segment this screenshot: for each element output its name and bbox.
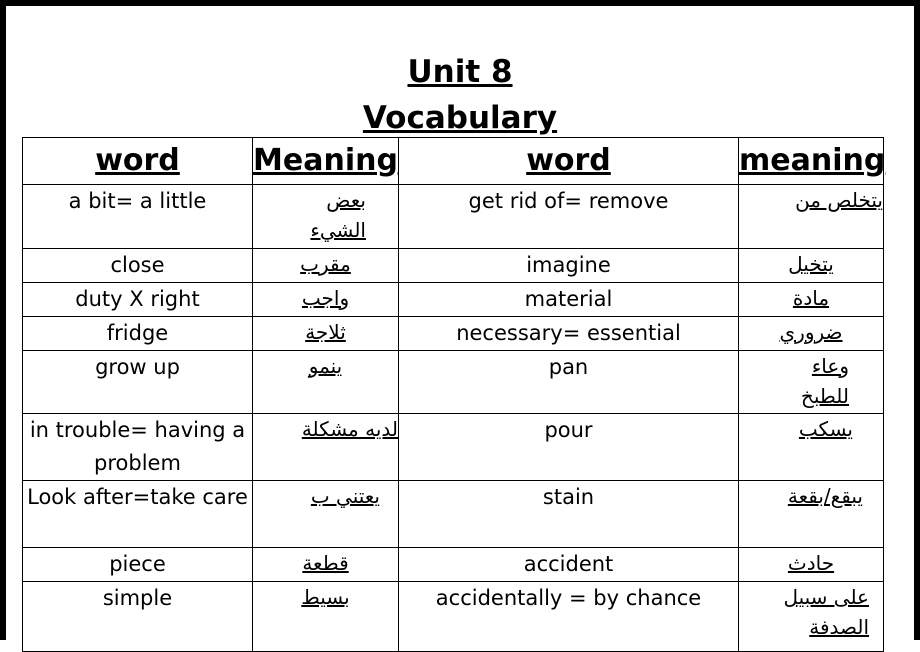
meaning-cell: بسيط [253,582,399,652]
header-meaning-2: meaning [739,138,884,185]
meaning-cell: على سبيل الصدفة [739,582,884,652]
table-row [23,185,884,249]
vocabulary-title: Vocabulary [362,100,558,136]
meaning-cell: ضروري [739,317,884,351]
word-cell: accidentally = by chance [399,582,739,652]
header-word-1: word [23,138,253,185]
word-cell: grow up [23,351,253,414]
word-cell: pour [399,414,739,481]
word-cell: a bit= a little [23,185,253,249]
word-cell: close [23,249,253,283]
word-cell: fridge [23,317,253,351]
word-cell: duty X right [23,283,253,317]
word-cell: get rid of= remove [399,185,739,249]
meaning-cell: مقرب [253,249,399,283]
word-cell: material [399,283,739,317]
table-row [23,414,884,481]
meaning-cell: يتخلص من [739,185,884,249]
word-cell: Look after=take care [23,481,253,548]
word-cell: pan [399,351,739,414]
table-row [23,249,884,283]
meaning-cell: حادث [739,548,884,582]
meaning-cell: يعتني ب [253,481,399,548]
meaning-cell: يتخيل [739,249,884,283]
header-meaning-1: Meaning [253,138,399,185]
word-cell: accident [399,548,739,582]
meaning-cell: ينمو [253,351,399,414]
table-header-row [23,138,884,185]
unit-title: Unit 8 [407,54,513,90]
table-row [23,351,884,414]
table-row [23,317,884,351]
table-row [23,582,884,652]
word-cell: imagine [399,249,739,283]
meaning-cell: ثلاجة [253,317,399,351]
meaning-cell: وعاء للطبخ [739,351,884,414]
word-cell: stain [399,481,739,548]
table-row [23,481,884,548]
meaning-cell: واجب [253,283,399,317]
vocabulary-table [22,137,884,652]
word-cell: in trouble= having a problem [23,414,253,481]
table-row [23,548,884,582]
word-cell: piece [23,548,253,582]
meaning-cell: يبقع/بقعة [739,481,884,548]
word-cell: simple [23,582,253,652]
word-cell: necessary= essential [399,317,739,351]
meaning-cell: لديه مشكلة [253,414,399,481]
meaning-cell: قطعة [253,548,399,582]
meaning-cell: بعض الشيء [253,185,399,249]
table-row [23,283,884,317]
meaning-cell: مادة [739,283,884,317]
header-word-2: word [399,138,739,185]
meaning-cell: يسكب [739,414,884,481]
